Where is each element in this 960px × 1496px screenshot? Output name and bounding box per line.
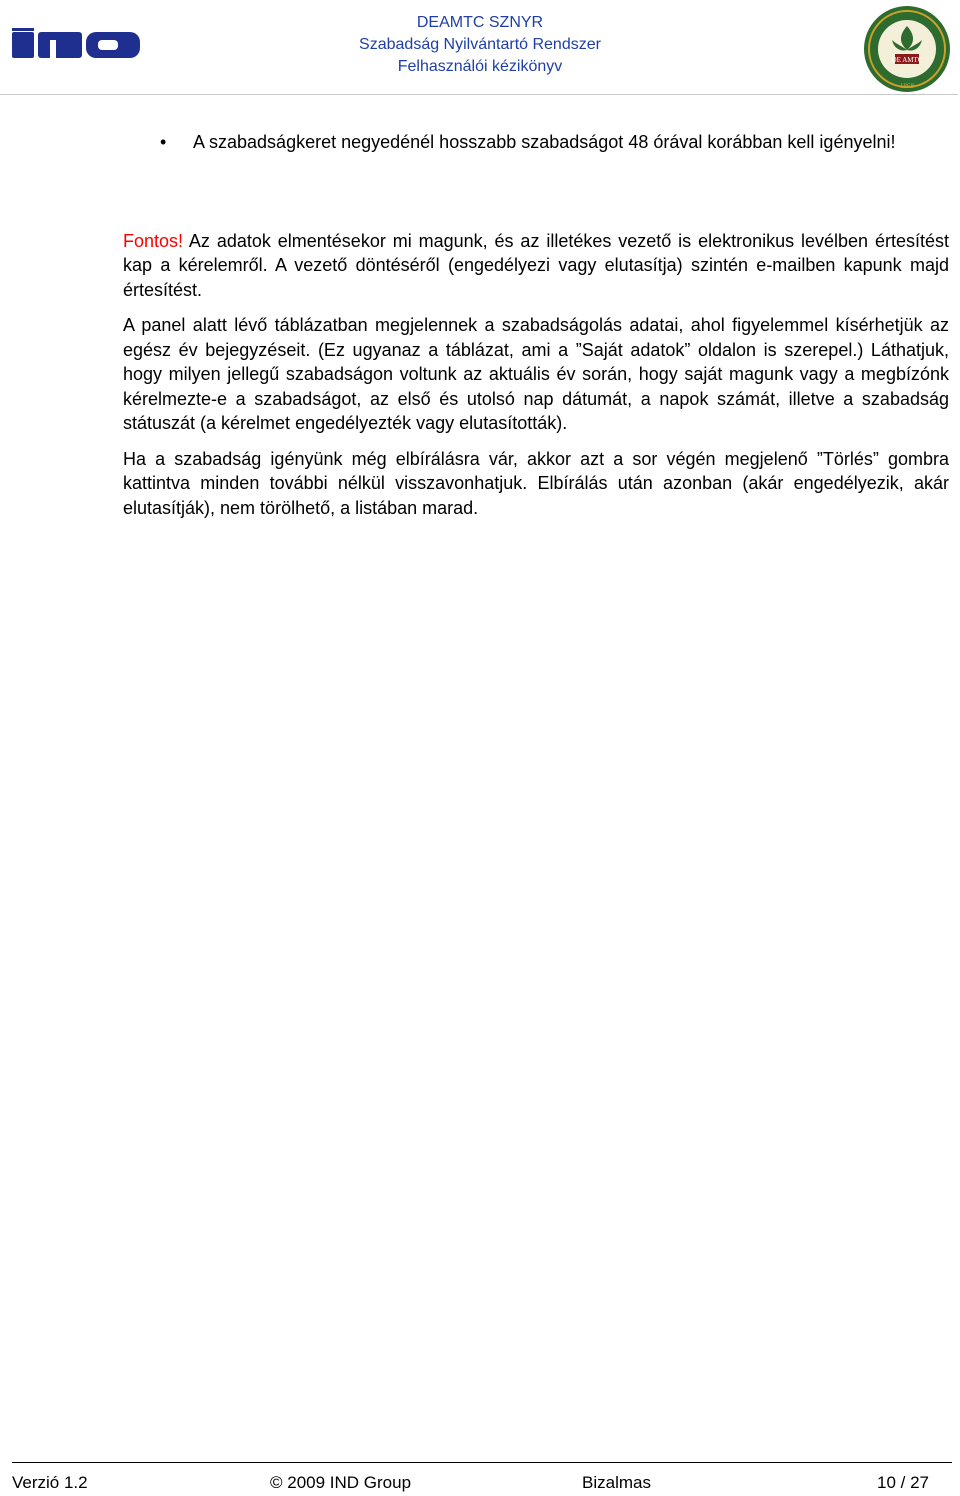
header-divider xyxy=(0,94,958,95)
fontos-label: Fontos! xyxy=(123,230,184,251)
footer-copyright: © 2009 IND Group xyxy=(270,1473,412,1492)
page-content xyxy=(123,130,949,520)
table-description-paragraph: A panel alatt lévő táblázatban megjelennek a szabadságolás adatai, ahol figyelemmel kísérhetjük az egész év bejegyzéseit. (Ez ugyanaz a táblázat, ami a ”Saját adatok” oldalon is szerepel.) Láthatjuk, hogy milyen jellegű szabadságon voltunk az aktuális év során, hogy saját magunk vagy a megbízónk kérelmezte-e a szabadságot, az első és utolsó nap dátumát, a napok számát, illetve a szabadság státuszát (a kérelmet engedélyezték vagy elutasították). xyxy=(123,315,949,433)
header-title-block xyxy=(300,12,660,78)
bullet-list xyxy=(123,130,949,155)
bullet-text: A szabadságkeret negyedénél hosszabb szabadságot 48 órával korábban kell igényelni! xyxy=(193,132,896,152)
footer-page-number: 10 / 27 xyxy=(877,1473,929,1492)
delete-info-paragraph: Ha a szabadság igényünk még elbírálásra vár, akkor azt a sor végén megjelenő ”Törlés” gombra kattintva minden további nélkül visszavonhatjuk. Elbírálás után azonban (akár engedélyezik, akár elutasítják), nem törölhető, a listában marad. xyxy=(123,448,949,518)
header-line-1: DEAMTC SZNYR xyxy=(416,14,544,31)
footer-divider xyxy=(12,1462,952,1463)
fontos-text: Az adatok elmentésekor mi magunk, és az illetékes vezető is elektronikus levélben értesítést kap a kérelemről. A vezető döntéséről (engedélyezi vagy elutasítja) szintén e-mailben kapunk majd értesítést. xyxy=(123,230,949,300)
deamtc-seal xyxy=(862,4,952,94)
header-line-3: Felhasználói kézikönyv xyxy=(397,58,563,75)
footer-version: Verzió 1.2 xyxy=(12,1473,88,1492)
header-line-2: Szabadság Nyilvántartó Rendszer xyxy=(359,36,601,53)
svg-text:DE AMTC: DE AMTC xyxy=(891,56,923,64)
fontos-paragraph xyxy=(123,229,949,303)
ind-logo xyxy=(12,28,142,60)
page-header xyxy=(0,0,960,96)
footer-confidential: Bizalmas xyxy=(582,1473,651,1492)
bullet-dot: • xyxy=(160,132,167,152)
svg-text:1868: 1868 xyxy=(900,82,914,90)
